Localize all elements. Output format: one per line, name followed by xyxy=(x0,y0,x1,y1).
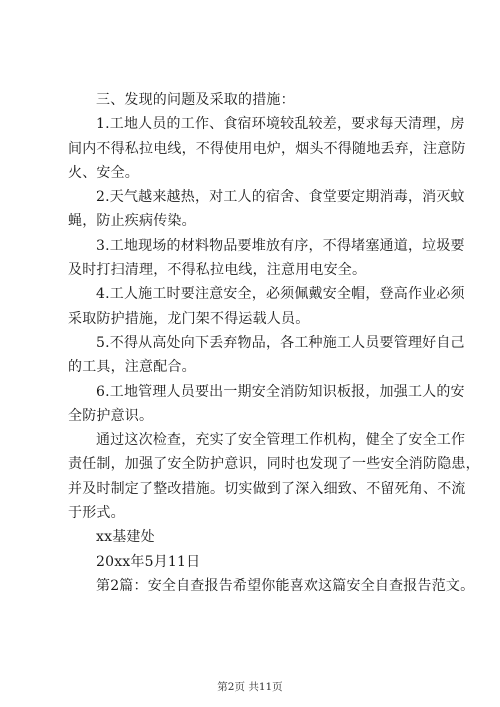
item-1-line-2: 间内不得私拉电线，不得使用电炉，烟头不得随地丢弃，注意防 xyxy=(68,140,466,157)
item-5-line-1: 5.不得从高处向下丢弃物品，各工种施工人员要管理好自己 xyxy=(96,334,465,351)
summary-line-4: 于形式。 xyxy=(68,505,125,522)
document-body xyxy=(68,88,480,598)
item-6-line-1: 6.工地管理人员要出一期安全消防知识板报，加强工人的安 xyxy=(96,383,465,400)
signature-org: xx基建处 xyxy=(96,529,155,546)
item-5-line-2: 的工具，注意配合。 xyxy=(68,359,196,376)
item-4-line-2: 采取防护措施，龙门架不得运载人员。 xyxy=(68,310,310,327)
item-1-line-3: 火、安全。 xyxy=(68,164,139,181)
section-heading: 三、发现的问题及采取的措施： xyxy=(96,92,295,108)
next-article-link[interactable]: 第2篇：安全自查报告希望你能喜欢这篇安全自查报告范文。 xyxy=(96,577,475,594)
item-1-line-1: 1.工地人员的工作、食宿环境较乱较差，要求每天清理，房 xyxy=(96,116,465,133)
item-6-line-2: 全防护意识。 xyxy=(68,407,154,424)
item-2-line-2: 蝇，防止疾病传染。 xyxy=(68,213,196,230)
signature-date: 20xx年5月11日 xyxy=(96,553,201,570)
item-3-line-1: 3.工地现场的材料物品要堆放有序，不得堵塞通道，垃圾要 xyxy=(96,237,465,254)
item-2-line-1: 2.天气越来越热，对工人的宿舍、食堂要定期消毒，消灭蚊 xyxy=(96,189,465,206)
summary-line-3: 并及时制定了整改措施。切实做到了深入细致、不留死角、不流 xyxy=(68,480,466,497)
page-number-footer: 第2页 共11页 xyxy=(217,681,283,693)
item-3-line-2: 及时打扫清理，不得私拉电线，注意用电安全。 xyxy=(68,262,367,279)
summary-line-1: 通过这次检查，充实了安全管理工作机构，健全了安全工作 xyxy=(96,432,466,449)
summary-line-2: 责任制，加强了安全防护意识，同时也发现了一些安全消防隐患， xyxy=(68,456,480,473)
item-4-line-1: 4.工人施工时要注意安全，必须佩戴安全帽，登高作业必须 xyxy=(96,286,465,303)
